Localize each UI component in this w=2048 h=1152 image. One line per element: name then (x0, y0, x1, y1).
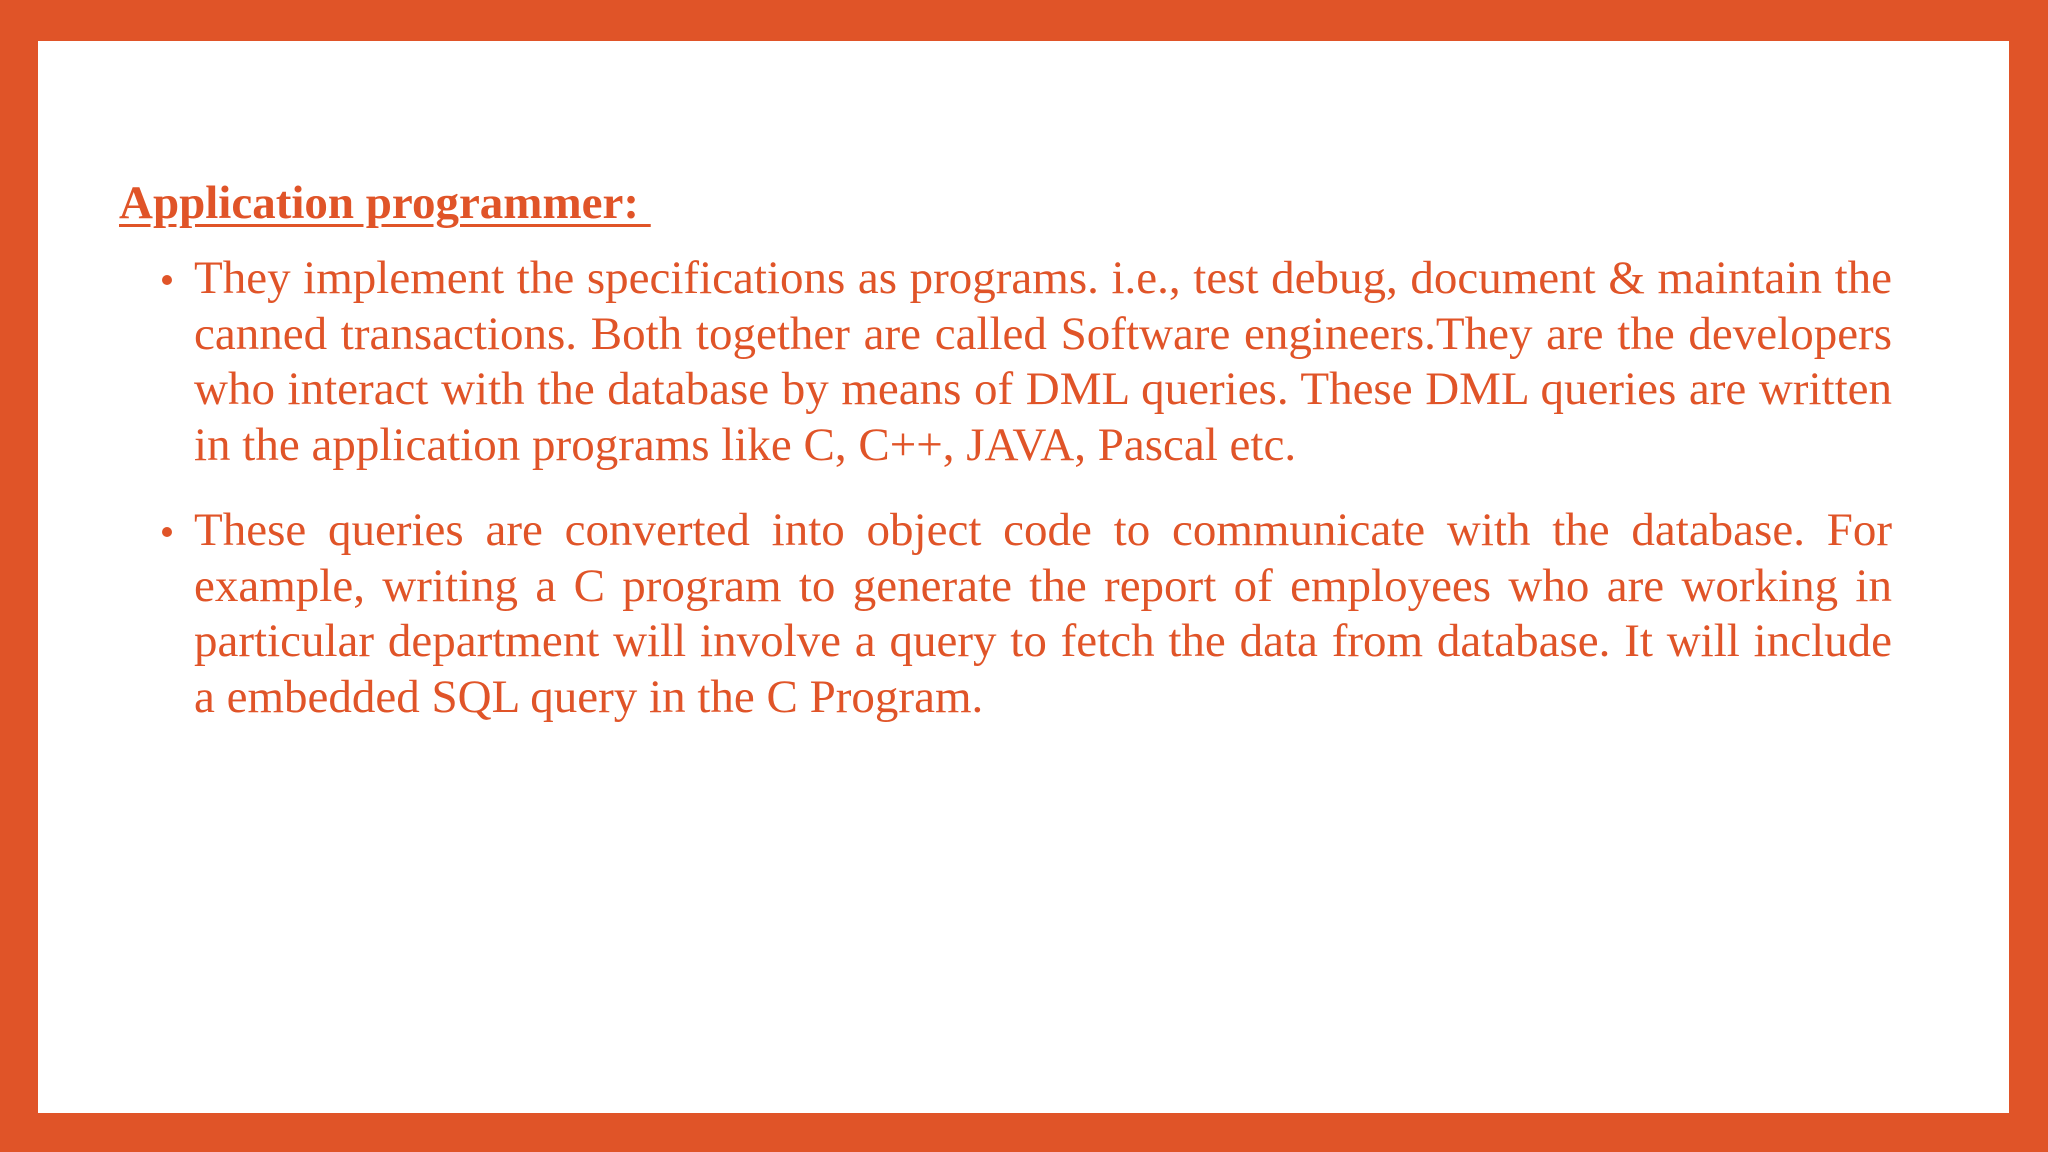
bullet-item-1 (119, 251, 1892, 473)
bullet-item-2 (119, 503, 1892, 725)
slide-heading: Application programmer: (119, 177, 651, 229)
bullet-dot-icon (162, 275, 172, 285)
bullet-text-1: They implement the specifications as programs. i.e., test debug, document & maintain the canned transactions. Both together are called Software engineers.They are the developers who interact with the database by means of DML queries. These DML queries are written in the application programs like C, C++, JAVA, Pascal etc. (194, 252, 1892, 471)
bullet-text-2: These queries are converted into object code to communicate with the database. For example, writing a C program to generate the report of employees who are working in particular department will involve a query to fetch the data from database. It will include a embedded SQL query in the C Program. (194, 504, 1892, 723)
slide-content (119, 175, 1892, 755)
bullet-dot-icon (162, 527, 172, 537)
bullet-list (119, 251, 1892, 725)
